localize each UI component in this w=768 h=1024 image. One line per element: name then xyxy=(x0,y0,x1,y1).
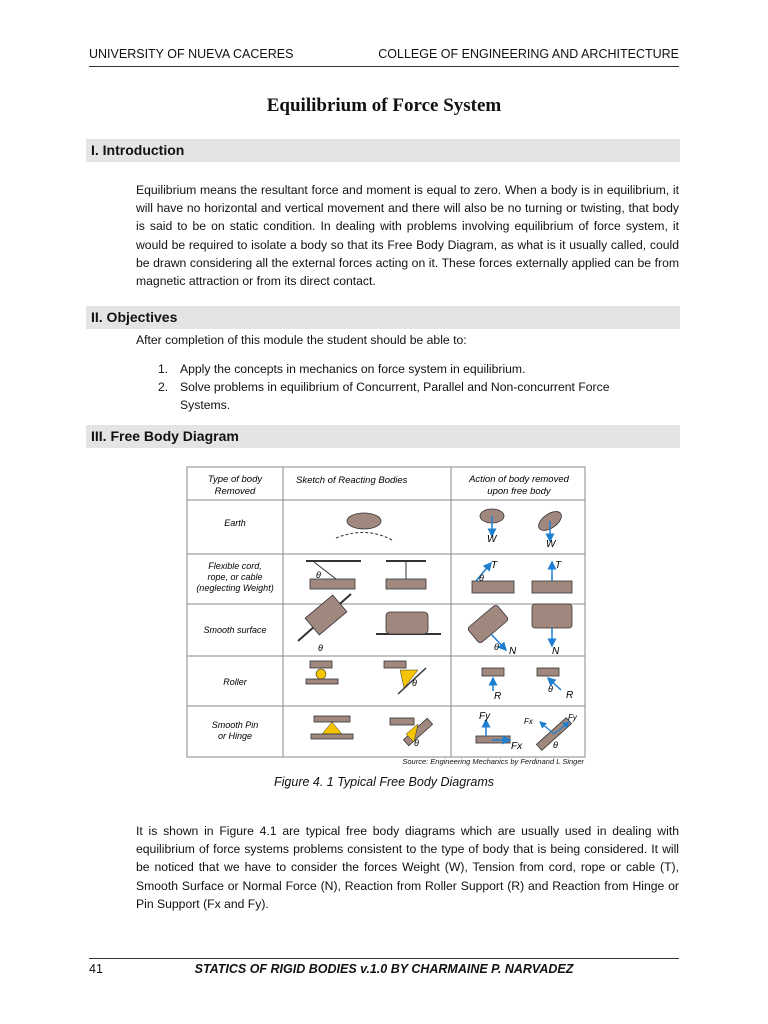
header-university: UNIVERSITY OF NUEVA CACERES xyxy=(89,47,294,61)
objectives-list xyxy=(158,360,658,415)
tension-label-1: T xyxy=(491,560,498,571)
list-item: 2. Solve problems in equilibrium of Concurrent, Parallel and Non-concurrent Force Systems. xyxy=(158,380,610,413)
fy-label-2: Fy xyxy=(568,713,577,722)
roller-ground-1 xyxy=(306,679,338,684)
theta-label: θ xyxy=(316,570,321,580)
col-header-action: Action of body removed upon free body xyxy=(469,474,569,497)
tension-label-2: T xyxy=(555,560,562,571)
weight-label-2: W xyxy=(546,539,556,550)
figure-source: Source: Engineering Mechanics by Ferdinand L Singer xyxy=(402,757,584,766)
fx-label-2: Fx xyxy=(524,717,533,726)
reaction-label-1: R xyxy=(494,691,502,702)
footer-text: STATICS OF RIGID BODIES v.1.0 BY CHARMAINE P. NARVADEZ xyxy=(194,962,574,976)
table-border xyxy=(187,467,585,757)
roller-body-2 xyxy=(384,661,406,668)
pin-ground-1 xyxy=(311,734,353,739)
fbd-paragraph: It is shown in Figure 4.1 are typical free body diagrams which are usually used in dealing with equilibrium of force systems problems consistent to the type of body that is being considered. It will be noticed that we have to consider the forces Weight (W), Tension from cord, rope or cable (T), Smooth Surface or Normal Force (N), Reaction from Roller Support (R) and Reaction from Hinge or Pin Support (Fx and Fy). xyxy=(136,824,679,911)
fy-label: Fy xyxy=(479,711,491,722)
reaction-label-2: R xyxy=(566,690,574,701)
section-fbd-heading: III. Free Body Diagram xyxy=(86,425,680,448)
footer-rule xyxy=(89,958,679,959)
roller-fbd-body-2 xyxy=(537,668,559,676)
theta-label: θ xyxy=(414,738,419,748)
floor-body xyxy=(386,612,428,634)
surface-fbd-body-2 xyxy=(532,604,572,628)
page-header xyxy=(89,47,679,65)
header-rule xyxy=(89,66,679,67)
objectives-lead: After completion of this module the student should be able to: xyxy=(136,333,467,347)
cord-body-2 xyxy=(386,579,426,589)
page-number: 41 xyxy=(89,962,103,976)
theta-label: θ xyxy=(494,642,499,652)
normal-label-1: N xyxy=(509,646,517,657)
row-label-earth: Earth xyxy=(224,518,246,528)
introduction-paragraph: Equilibrium means the resultant force and moment is equal to zero. When a body is in equilibrium, it will have no horizontal and vertical movement and there will also be no turning or twisting, that body is said to be on static condition. In dealing with problems involving equilibrium of force system, it would be required to isolate a body so that its Free Body Diagram, as what is it usually called, could be drawn considering all the external forces acting on it. These forces externally applied can be from magnetic attraction or from its direct contact. xyxy=(136,183,679,289)
roller-body-1 xyxy=(310,661,332,668)
col-header-sketch: Sketch of Reacting Bodies xyxy=(296,475,408,486)
pin-body-1 xyxy=(314,716,350,722)
theta-label: θ xyxy=(548,684,553,694)
roller-fbd-body-1 xyxy=(482,668,504,676)
theta-label: θ xyxy=(553,740,558,750)
page-title: Equilibrium of Force System xyxy=(266,95,502,116)
free-body-diagram-figure xyxy=(186,466,586,758)
theta-label: θ xyxy=(318,643,323,653)
row-label-cord: Flexible cord, rope, or cable (neglecting Weight) xyxy=(196,561,274,593)
normal-label-2: N xyxy=(552,646,560,657)
figure-caption: Figure 4. 1 Typical Free Body Diagrams xyxy=(274,775,494,789)
section-objectives-heading: II. Objectives xyxy=(86,306,680,329)
header-college: COLLEGE OF ENGINEERING AND ARCHITECTURE xyxy=(378,47,679,61)
col-header-type: Type of body Removed xyxy=(207,474,263,497)
cord-fbd-body-2 xyxy=(532,581,572,593)
theta-label: θ xyxy=(479,573,484,583)
earth-body xyxy=(347,513,381,529)
pin-body-2 xyxy=(390,718,414,725)
row-label-smooth-surface: Smooth surface xyxy=(203,625,267,635)
theta-label: θ xyxy=(412,678,417,688)
cord-body-1 xyxy=(310,579,355,589)
fx-label: Fx xyxy=(511,741,523,752)
roller-wheel-1 xyxy=(316,669,326,679)
section-introduction-heading: I. Introduction xyxy=(86,139,680,162)
weight-label-1: W xyxy=(487,534,497,545)
list-item: 1. Apply the concepts in mechanics on force system in equilibrium. xyxy=(158,362,526,376)
row-label-roller: Roller xyxy=(223,677,247,687)
row-label-pin: Smooth Pin or Hinge xyxy=(211,720,259,741)
